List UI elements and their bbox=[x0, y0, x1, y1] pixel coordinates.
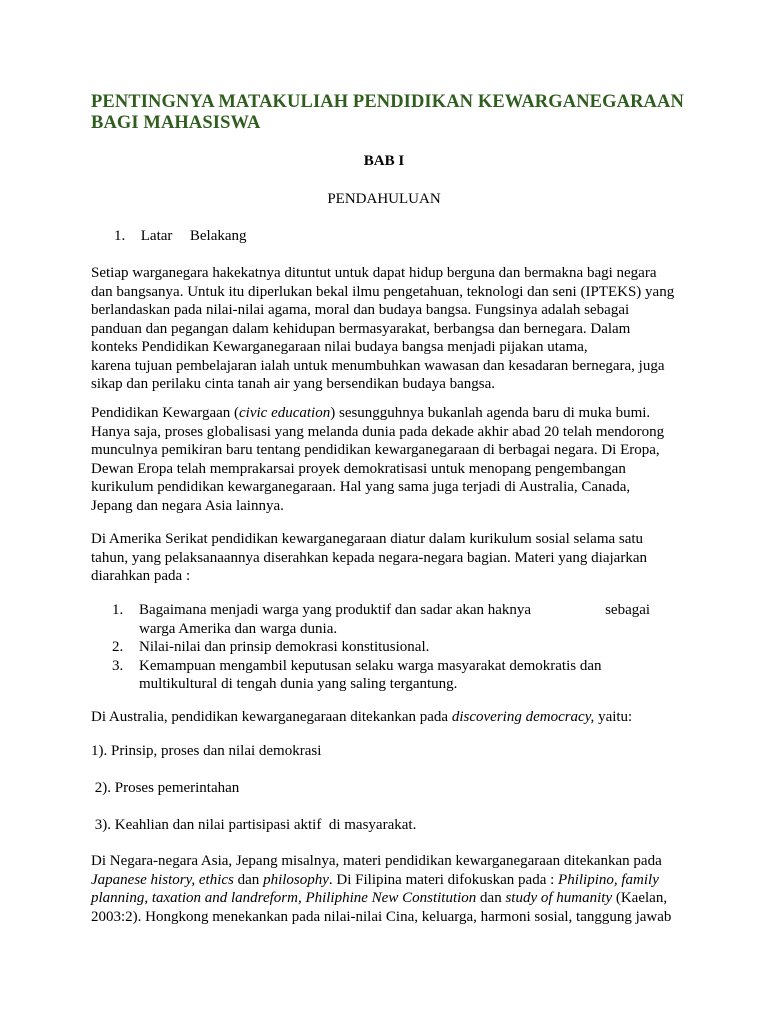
text-run: Pendidikan Kewargaan ( bbox=[91, 405, 240, 421]
document-title bbox=[91, 92, 711, 134]
paragraph-line: kurikulum pendidikan kewarganegaraan. Hal yang sama juga terjadi di Australia, Canada, bbox=[91, 479, 631, 495]
italic-term: study of humanity bbox=[505, 890, 613, 906]
italic-term: Philipino, family bbox=[558, 871, 659, 888]
list-number: 1. bbox=[112, 602, 124, 618]
text-run: dan bbox=[233, 871, 264, 888]
paragraph-line: 3). Keahlian dan nilai partisipasi aktif di masyarakat. bbox=[91, 817, 417, 833]
chapter-title: PENDAHULUAN bbox=[327, 191, 441, 207]
text-run: dan bbox=[476, 890, 506, 906]
list-line: multikultural di tengah dunia yang saling tergantung. bbox=[139, 676, 458, 692]
paragraph-line: 1). Prinsip, proses dan nilai demokrasi bbox=[91, 743, 322, 759]
paragraph-line: berlandaskan pada nilai-nilai agama, moral dan budaya bangsa. Fungsinya adalah sebagai bbox=[91, 302, 630, 318]
paragraph-line: panduan dan pegangan dalam kehidupan bermasyarakat, berbangsa dan bernegara. Dalam bbox=[91, 320, 631, 337]
paragraph-1 bbox=[91, 264, 691, 394]
paragraph-line: sikap dan perilaku cinta tanah air yang bersendikan budaya bangsa. bbox=[91, 376, 496, 392]
paragraph-4 bbox=[91, 708, 691, 727]
italic-term: discovering democracy, bbox=[451, 709, 595, 725]
paragraph-line: Setiap warganegara hakekatnya dituntut untuk dapat hidup berguna dan bermakna bagi negara bbox=[91, 265, 657, 281]
paragraph-line: Hanya saja, proses globalisasi yang melanda dunia pada dekade akhir abad 20 telah mendorong bbox=[91, 423, 665, 440]
paragraph-2 bbox=[91, 404, 691, 515]
text-run: (Kaelan, bbox=[612, 890, 668, 906]
text-run: Di Australia, pendidikan kewarganegaraan ditekankan pada bbox=[91, 709, 452, 725]
list-item bbox=[91, 638, 691, 657]
paragraph-line: tahun, yang pelaksanaannya diserahkan kepada negara-negara bagian. Materi yang diajarkan bbox=[91, 549, 647, 566]
italic-term: planning, taxation and landreform, Philiphine New Constitution bbox=[91, 890, 477, 906]
australia-point-3 bbox=[91, 816, 691, 835]
text-run: yaitu: bbox=[594, 709, 633, 725]
list-text: sebagai bbox=[605, 602, 651, 618]
paragraph-line bbox=[91, 708, 691, 727]
italic-term: philosophy bbox=[263, 871, 329, 888]
paragraph-5 bbox=[91, 852, 691, 926]
paragraph-line: diarahkan pada : bbox=[91, 568, 191, 584]
list-line bbox=[139, 601, 691, 620]
list-item bbox=[91, 601, 691, 638]
section-title-word1: Latar bbox=[140, 228, 173, 244]
paragraph-line: Dewan Eropa telah memprakarsai proyek demokratisasi untuk menopang pengembangan bbox=[91, 460, 626, 477]
document-title-line2: BAGI MAHASISWA bbox=[91, 113, 261, 133]
section-title-word2: Belakang bbox=[189, 228, 247, 244]
paragraph-line bbox=[91, 404, 691, 423]
text-run: ) sesungguhnya bukanlah agenda baru di muka bumi. bbox=[330, 405, 651, 421]
australia-point-2 bbox=[91, 779, 691, 798]
paragraph-line: munculnya pemikiran baru tentang pendidikan kewarganegaraan di berbagai negara. Di Eropa, bbox=[91, 442, 660, 458]
section-heading bbox=[114, 227, 247, 245]
paragraph-line: Jepang dan negara Asia lainnya. bbox=[91, 497, 284, 514]
list-line: Nilai-nilai dan prinsip demokrasi konstitusional. bbox=[139, 639, 430, 655]
paragraph-line: dan bangsanya. Untuk itu diperlukan bekal ilmu pengetahuan, teknologi dan seni (IPTEKS) yang bbox=[91, 283, 675, 300]
list-text: Bagaimana menjadi warga yang produktif dan sadar akan haknya bbox=[139, 602, 532, 618]
paragraph-line: Di Amerika Serikat pendidikan kewarganegaraan diatur dalam kurikulum sosial selama satu bbox=[91, 531, 644, 547]
paragraph-line: 2). Proses pemerintahan bbox=[91, 780, 240, 796]
section-number: 1. bbox=[114, 228, 126, 244]
paragraph-line: 2003:2). Hongkong menekankan pada nilai-nilai Cina, keluarga, harmoni sosial, tanggung jawab bbox=[91, 908, 672, 925]
paragraph-line bbox=[91, 889, 691, 908]
list-number: 2. bbox=[112, 639, 124, 655]
paragraph-line: karena tujuan pembelajaran ialah untuk menumbuhkan wawasan dan kesadaran bernegara, juga bbox=[91, 357, 665, 374]
paragraph-line: Di Negara-negara Asia, Jepang misalnya, materi pendidikan kewarganegaraan ditekankan pada bbox=[91, 853, 662, 869]
italic-term: civic education bbox=[239, 405, 331, 421]
document-title-line1: PENTINGNYA MATAKULIAH PENDIDIKAN KEWARGANEGARAAN bbox=[91, 92, 684, 112]
paragraph-3 bbox=[91, 530, 691, 586]
text-run: . Di Filipina materi difokuskan pada : bbox=[328, 871, 559, 888]
paragraph-line: konteks Pendidikan Kewarganegaraan nilai budaya bangsa menjadi pijakan utama, bbox=[91, 339, 588, 355]
list-line: Kemampuan mengambil keputusan selaku warga masyarakat demokratis dan bbox=[139, 657, 602, 674]
australia-point-1 bbox=[91, 742, 691, 761]
paragraph-line bbox=[91, 871, 691, 890]
chapter-heading: BAB I bbox=[363, 153, 405, 169]
italic-term: Japanese history, ethics bbox=[91, 871, 234, 888]
list-item bbox=[91, 657, 691, 694]
list-line: warga Amerika dan warga dunia. bbox=[139, 620, 338, 637]
list-number: 3. bbox=[112, 657, 124, 674]
us-curriculum-list bbox=[91, 601, 691, 694]
